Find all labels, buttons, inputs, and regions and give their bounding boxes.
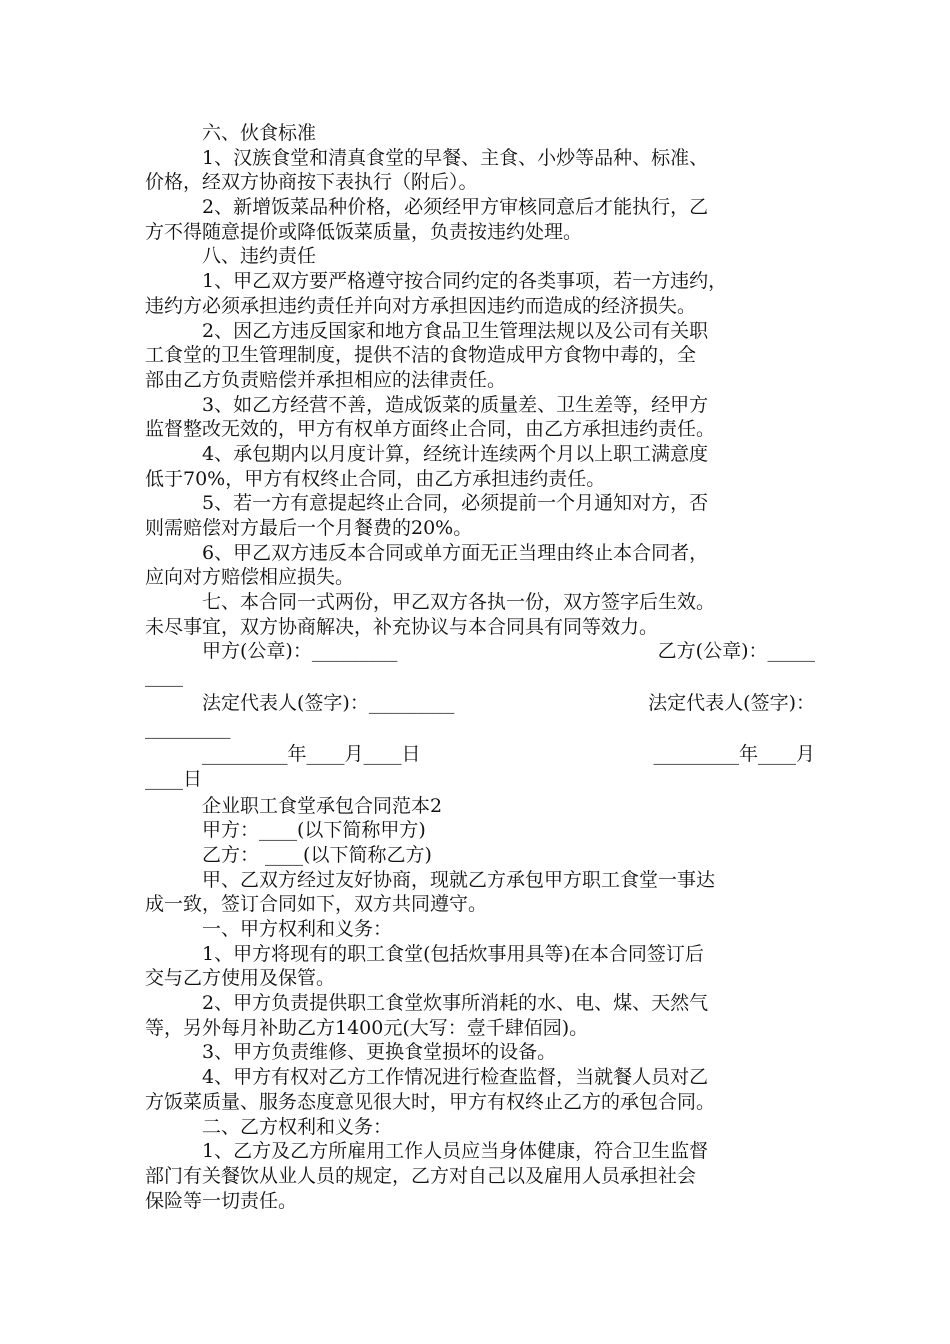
representative-wrap-line: _________ [145,716,231,739]
party-b-representative: 法定代表人(签字)： [648,691,815,714]
paragraph-line: 低于70%，甲方有权终止合同，由乙方承担违约责任。 [145,467,606,490]
document-body [145,121,815,1213]
paragraph-line: 等，另外每月补助乙方1400元(大写：壹千肆佰园)。 [145,1016,589,1039]
party-b-date: _________年____月 [653,743,815,766]
paragraph-line: 甲、乙双方经过友好协商，现就乙方承包甲方职工食堂一事达 [202,868,716,891]
section-heading: 一、甲方权利和义务： [202,918,393,940]
paragraph-line: 2、甲方负责提供职工食堂炊事所消耗的水、电、煤、天然气 [202,992,709,1015]
paragraph-line: 2、因乙方违反国家和地方食品卫生管理法规以及公司有关职 [202,319,709,342]
paragraph-line: 部由乙方负责赔偿并承担相应的法律责任。 [145,368,507,391]
paragraph-line: 5、若一方有意提起终止合同，必须提前一个月通知对方，否 [202,492,709,515]
paragraph-line: 3、甲方负责维修、更换食堂损坏的设备。 [202,1041,557,1064]
paragraph-line: 应向对方赔偿相应损失。 [145,566,355,589]
paragraph-line: 1、汉族食堂和清真食堂的早餐、主食、小炒等品种、标准、 [202,146,709,169]
representative-row [145,689,815,716]
paragraph-line: 成一致，签订合同如下，双方共同遵守。 [145,893,488,916]
contract-title: 企业职工食堂承包合同范本2 [202,794,443,817]
paragraph-line: 监督整改无效的，甲方有权单方面终止合同，由乙方承担违约责任。 [145,418,716,441]
party-b-seal: 乙方(公章)：_____ [657,640,815,663]
section-heading: 六、伙食标准 [202,122,317,144]
paragraph-line: 七、本合同一式两份，甲乙双方各执一份，双方签字后生效。 [202,591,716,614]
paragraph-line: 4、承包期内以月度计算，经统计连续两个月以上职工满意度 [202,442,709,465]
date-wrap-line: ____日 [145,767,203,790]
party-a-seal: 甲方(公章)：_________ [202,640,398,663]
paragraph-line: 1、甲方将现有的职工食堂(包括炊事用具等)在本合同签订后 [202,942,704,965]
paragraph-line: 价格，经双方协商按下表执行（附后）。 [145,171,478,194]
paragraph-line: 部门有关餐饮从业人员的规定，乙方对自己以及雇用人员承担社会 [145,1164,697,1187]
party-a-line: 甲方：____(以下简称甲方) [202,819,426,842]
paragraph-line: 方不得随意提价或降低饭菜质量，负责按违约处理。 [145,220,583,243]
paragraph-line: 1、甲乙双方要严格遵守按合同约定的各类事项，若一方违约， [202,270,728,293]
paragraph-line: 保险等一切责任。 [145,1189,298,1212]
paragraph-line: 未尽事宜，双方协商解决，补充协议与本合同具有同等效力。 [145,615,659,638]
party-a-representative: 法定代表人(签字)：_________ [202,691,455,714]
seal-row [145,639,815,664]
paragraph-line: 4、甲方有权对乙方工作情况进行检查监督，当就餐人员对乙 [202,1066,709,1089]
party-b-line: 乙方： ____(以下简称乙方) [202,843,432,866]
paragraph-line: 1、乙方及乙方所雇用工作人员应当身体健康，符合卫生监督 [202,1140,709,1163]
paragraph-line: 工食堂的卫生管理制度，提供不洁的食物造成甲方食物中毒的，全 [145,344,697,367]
paragraph-line: 方饭菜质量、服务态度意见很大时，甲方有权终止乙方的承包合同。 [145,1090,716,1113]
seal-wrap-line: ____ [145,665,183,688]
section-heading: 八、违约责任 [202,245,317,268]
paragraph-line: 6、甲乙双方违反本合同或单方面无正当理由终止本合同者， [202,541,709,564]
paragraph-line: 3、如乙方经营不善，造成饭菜的质量差、卫生差等，经甲方 [202,393,709,416]
paragraph-line: 交与乙方使用及保管。 [145,967,336,990]
party-a-date: _________年____月____日 [202,743,421,766]
date-row [145,740,815,767]
paragraph-line: 2、新增饭菜品种价格，必须经甲方审核同意后才能执行，乙 [202,196,709,219]
paragraph-line: 违约方必须承担违约责任并向对方承担因违约而造成的经济损失。 [145,294,697,317]
section-heading: 二、乙方权利和义务： [202,1115,393,1138]
paragraph-line: 则需赔偿对方最后一个月餐费的20%。 [145,517,473,539]
